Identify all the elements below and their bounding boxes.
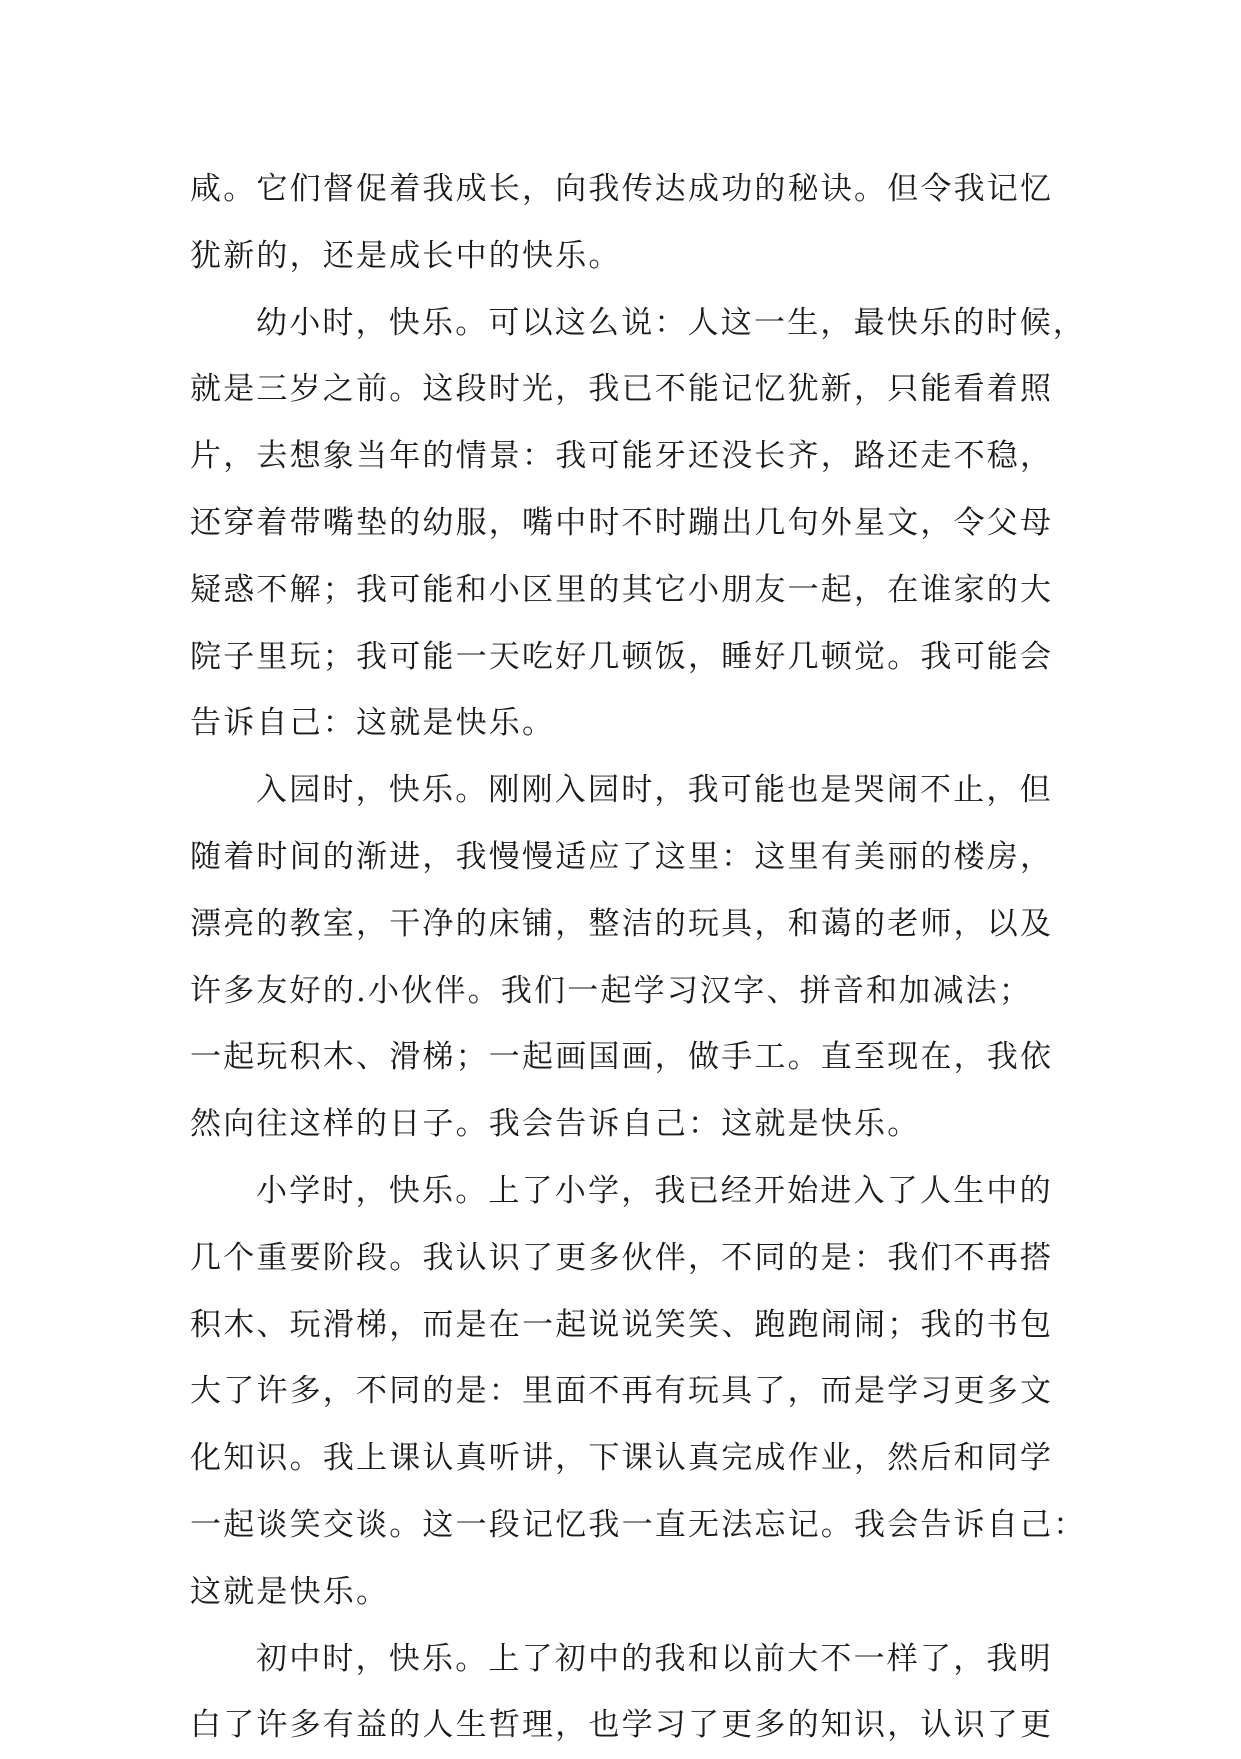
- paragraph: [190, 290, 1090, 758]
- text-line: 告诉自己：这就是快乐。: [190, 705, 556, 742]
- text-line: 小学时，快乐。上了小学，我已经开始进入了人生中的: [256, 1172, 1053, 1209]
- document-body: [190, 156, 1090, 1759]
- text-line: 院子里玩；我可能一天吃好几顿饭，睡好几顿觉。我可能会: [190, 638, 1054, 675]
- text-line: 积木、玩滑梯，而是在一起说说笑笑、跑跑闹闹；我的书包: [190, 1306, 1054, 1343]
- text-line: 随着时间的渐进，我慢慢适应了这里：这里有美丽的楼房，: [190, 838, 1054, 875]
- text-line: 化知识。我上课认真听讲，下课认真完成作业，然后和同学: [190, 1440, 1054, 1477]
- text-line: 入园时，快乐。刚刚入园时，我可能也是哭闹不止，但: [256, 772, 1053, 809]
- text-line: 这就是快乐。: [190, 1573, 390, 1610]
- text-line: 许多友好的.小伙伴。我们一起学习汉字、拼音和加减法；: [190, 972, 1033, 1009]
- text-line: 白了许多有益的人生哲理，也学习了更多的知识，认识了更: [190, 1707, 1054, 1744]
- text-line: 疑惑不解；我可能和小区里的其它小朋友一起，在谁家的大: [190, 571, 1054, 608]
- text-line: 片，去想象当年的情景：我可能牙还没长齐，路还走不稳，: [190, 438, 1054, 475]
- paragraph: [190, 156, 1090, 290]
- text-line: 一起玩积木、滑梯；一起画国画，做手工。直至现在，我依: [190, 1039, 1054, 1076]
- text-line: 幼小时，快乐。可以这么说：人这一生，最快乐的时候，: [256, 304, 1086, 341]
- text-line: 还穿着带嘴垫的幼服，嘴中时不时蹦出几句外星文，令父母: [190, 504, 1054, 541]
- text-line: 然向往这样的日子。我会告诉自己：这就是快乐。: [190, 1106, 921, 1143]
- text-line: 就是三岁之前。这段时光，我已不能记忆犹新，只能看着照: [190, 371, 1054, 408]
- text-line: 漂亮的教室，干净的床铺，整洁的玩具，和蔼的老师，以及: [190, 905, 1054, 942]
- paragraph: [190, 1626, 1090, 1759]
- text-line: 初中时，快乐。上了初中的我和以前大不一样了，我明: [256, 1640, 1053, 1677]
- text-line: 几个重要阶段。我认识了更多伙伴，不同的是：我们不再搭: [190, 1239, 1054, 1276]
- text-line: 咸。它们督促着我成长，向我传达成功的秘诀。但令我记忆: [190, 171, 1054, 207]
- text-line: 犹新的，还是成长中的快乐。: [190, 237, 622, 274]
- paragraph: [190, 1158, 1090, 1626]
- text-line: 大了许多，不同的是：里面不再有玩具了，而是学习更多文: [190, 1373, 1054, 1410]
- text-line: 一起谈笑交谈。这一段记忆我一直无法忘记。我会告诉自己：: [190, 1506, 1087, 1543]
- paragraph: [190, 757, 1090, 1158]
